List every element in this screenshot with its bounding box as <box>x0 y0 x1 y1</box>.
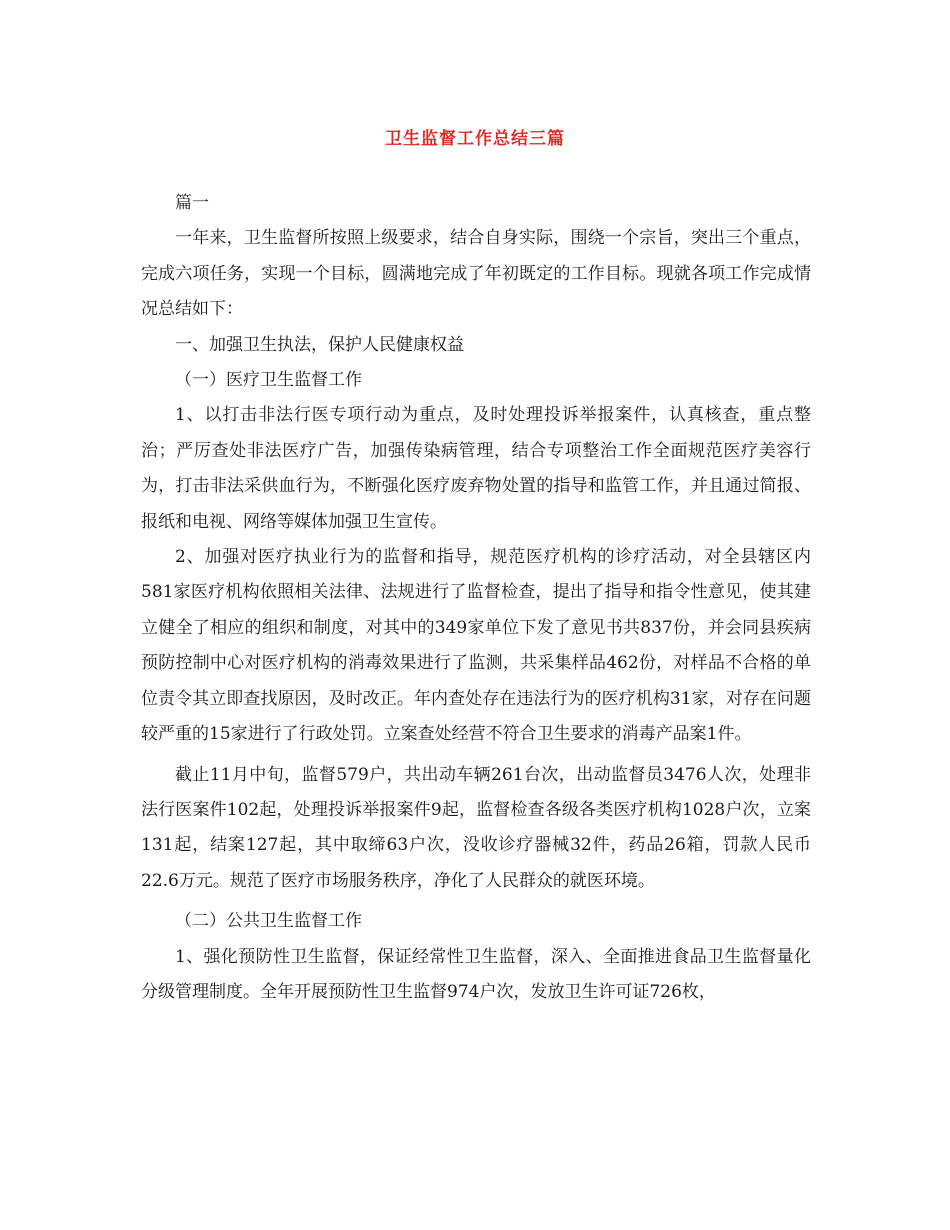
heading-subsection-public: （二）公共卫生监督工作 <box>175 911 362 932</box>
paragraph-section-label: 篇一 <box>175 193 209 213</box>
heading-section-one: 一、加强卫生执法，保护人民健康权益 <box>175 334 464 355</box>
paragraph-statistics: 截止11月中旬，监督579户，共出动车辆261台次，出动监督员3476人次，处理非法行医案件102起，处理投诉举报案件9起，监督检查各级各类医疗机构1028户次，立案131起，结案127起，其中取缔63户次，没收诊疗器械32件，药品26箱，罚款人民币22.6万元。规范了医疗市场服务秩序，净化了人民群众的就医环境。 <box>141 764 811 891</box>
paragraph-medical-item-2: 2、加强对医疗执业行为的监督和指导，规范医疗机构的诊疗活动，对全县辖区内581家医疗机构依照相关法律、法规进行了监督检查，提出了指导和指令性意见，使其建立健全了相应的组织和制度，对其中的349家单位下发了意见书共837份，并会同县疾病预防控制中心对医疗机构的消毒效果进行了监测，共采集样品462份，对样品不合格的单位责令其立即查找原因，及时改正。年内查处存在违法行为的医疗机构31家，对存在问题较严重的15家进行了行政处罚。立案查处经营不符合卫生要求的消毒产品案1件。 <box>141 547 811 745</box>
paragraph-intro: 一年来，卫生监督所按照上级要求，结合自身实际，围绕一个宗旨，突出三个重点，完成六项任务，实现一个目标，圆满地完成了年初既定的工作目标。现就各项工作完成情况总结如下： <box>141 228 811 320</box>
document-title: 卫生监督工作总结三篇 <box>385 129 565 149</box>
paragraph-medical-item-1: 1、以打击非法行医专项行动为重点，及时处理投诉举报案件，认真核查，重点整治；严厉查处非法医疗广告，加强传染病管理，结合专项整治工作全面规范医疗美容行为，打击非法采供血行为，不断强化医疗废弃物处置的指导和监管工作，并且通过简报、报纸和电视、网络等媒体加强卫生宣传。 <box>141 405 811 532</box>
document-body <box>141 186 811 1010</box>
heading-subsection-medical: （一）医疗卫生监督工作 <box>175 370 362 391</box>
paragraph-public-item-1: 1、强化预防性卫生监督，保证经常性卫生监督，深入、全面推进食品卫生监督量化分级管理制度。全年开展预防性卫生监督974户次，发放卫生许可证726枚， <box>141 946 811 1002</box>
